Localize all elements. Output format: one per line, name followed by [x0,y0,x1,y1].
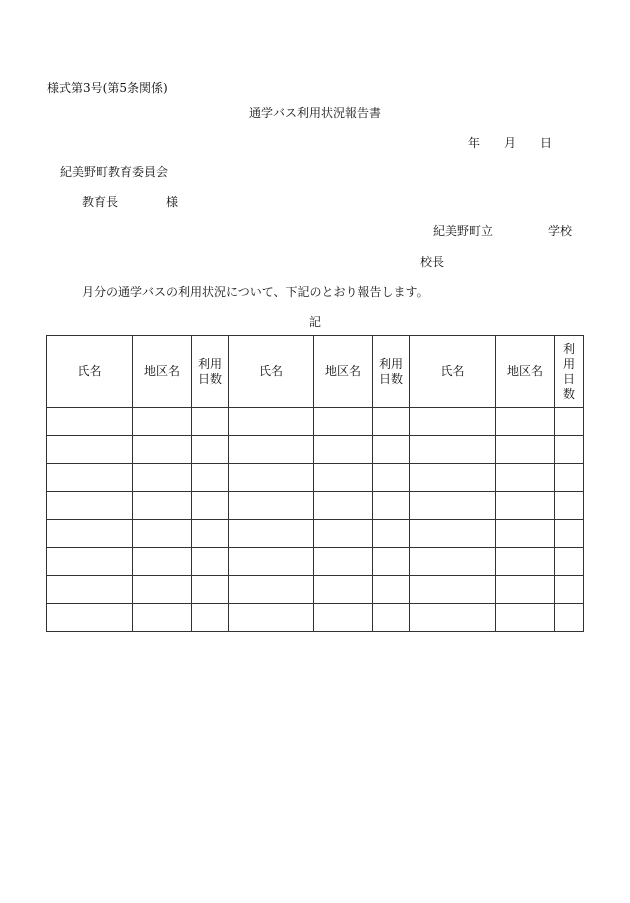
table-cell[interactable] [314,576,373,604]
table-cell[interactable] [47,492,133,520]
table-cell[interactable] [133,492,192,520]
school-prefix: 紀美野町立 [433,224,494,238]
table-row [47,492,584,520]
date-month-label: 月 [504,136,517,150]
table-cell[interactable] [314,604,373,632]
column-header-days-label: 利用日数 [197,356,222,386]
form-number: 様式第3号(第5条関係) [47,81,168,95]
table-header-row [47,336,584,408]
table-cell[interactable] [314,436,373,464]
table-cell[interactable] [133,576,192,604]
table-cell[interactable] [133,408,192,436]
table-cell[interactable] [47,436,133,464]
column-header-days-label: 利用日数 [562,341,575,401]
table-cell[interactable] [496,408,555,436]
table-cell[interactable] [496,548,555,576]
table-cell[interactable] [192,548,229,576]
column-header-name: 氏名 [229,336,314,408]
table-cell[interactable] [229,548,314,576]
addressee-organization: 紀美野町教育委員会 [60,165,169,179]
table-cell[interactable] [133,604,192,632]
table-cell[interactable] [373,604,410,632]
table-cell[interactable] [373,576,410,604]
table-cell[interactable] [555,492,584,520]
table-cell[interactable] [555,464,584,492]
addressee-honorific: 様 [166,195,179,209]
table-cell[interactable] [229,492,314,520]
table-cell[interactable] [373,520,410,548]
table-cell[interactable] [229,576,314,604]
date-line [468,137,552,149]
table-cell[interactable] [496,576,555,604]
table-body [47,408,584,632]
addressee-person [82,196,178,208]
table-row [47,548,584,576]
table-cell[interactable] [47,548,133,576]
table-cell[interactable] [192,604,229,632]
sender-school [433,225,572,237]
table-cell[interactable] [555,436,584,464]
column-header-district: 地区名 [133,336,192,408]
table-cell[interactable] [373,492,410,520]
document-title: 通学バス利用状況報告書 [248,106,381,120]
table-cell[interactable] [229,408,314,436]
table-cell[interactable] [192,576,229,604]
table-cell[interactable] [373,436,410,464]
table-cell[interactable] [47,464,133,492]
usage-table [46,335,584,632]
table-cell[interactable] [192,520,229,548]
column-header-district: 地区名 [314,336,373,408]
column-header-name: 氏名 [47,336,133,408]
table-row [47,576,584,604]
table-cell[interactable] [47,520,133,548]
table-cell[interactable] [410,576,496,604]
table-cell[interactable] [555,548,584,576]
sender-principal: 校長 [420,255,445,269]
table-cell[interactable] [410,436,496,464]
table-cell[interactable] [555,604,584,632]
table-cell[interactable] [229,520,314,548]
ki-heading: 記 [308,315,321,329]
table-cell[interactable] [410,408,496,436]
table-cell[interactable] [555,576,584,604]
table-cell[interactable] [373,548,410,576]
table-cell[interactable] [192,464,229,492]
table-cell[interactable] [555,520,584,548]
table-row [47,520,584,548]
table-cell[interactable] [410,548,496,576]
table-cell[interactable] [133,464,192,492]
table-cell[interactable] [314,464,373,492]
table-cell[interactable] [373,464,410,492]
column-header-district: 地区名 [496,336,555,408]
table-cell[interactable] [47,408,133,436]
table-cell[interactable] [314,548,373,576]
table-row [47,436,584,464]
table-row [47,408,584,436]
table-cell[interactable] [133,436,192,464]
table-cell[interactable] [133,548,192,576]
column-header-name: 氏名 [410,336,496,408]
table-cell[interactable] [496,520,555,548]
table-cell[interactable] [410,604,496,632]
table-cell[interactable] [410,520,496,548]
column-header-days [192,336,229,408]
table-cell[interactable] [496,464,555,492]
table-cell[interactable] [192,436,229,464]
school-suffix: 学校 [548,224,573,238]
table-cell[interactable] [555,408,584,436]
table-cell[interactable] [496,492,555,520]
table-row [47,604,584,632]
addressee-title: 教育長 [82,195,119,209]
date-year-label: 年 [468,136,481,150]
table-cell[interactable] [496,604,555,632]
column-header-days [555,336,584,408]
table-cell[interactable] [496,436,555,464]
table-cell[interactable] [229,604,314,632]
table-cell[interactable] [47,576,133,604]
table-cell[interactable] [410,464,496,492]
table-cell[interactable] [47,604,133,632]
table-cell[interactable] [133,520,192,548]
intro-text: 月分の通学バスの利用状況について、下記のとおり報告します。 [82,285,429,299]
table-cell[interactable] [373,408,410,436]
column-header-days-label: 利用日数 [378,356,403,386]
table-cell[interactable] [314,520,373,548]
table-cell[interactable] [314,408,373,436]
table-cell[interactable] [192,408,229,436]
table-cell[interactable] [229,464,314,492]
table-row [47,464,584,492]
date-day-label: 日 [540,136,553,150]
table-cell[interactable] [229,436,314,464]
table-cell[interactable] [314,492,373,520]
table-cell[interactable] [410,492,496,520]
column-header-days [373,336,410,408]
table-cell[interactable] [192,492,229,520]
